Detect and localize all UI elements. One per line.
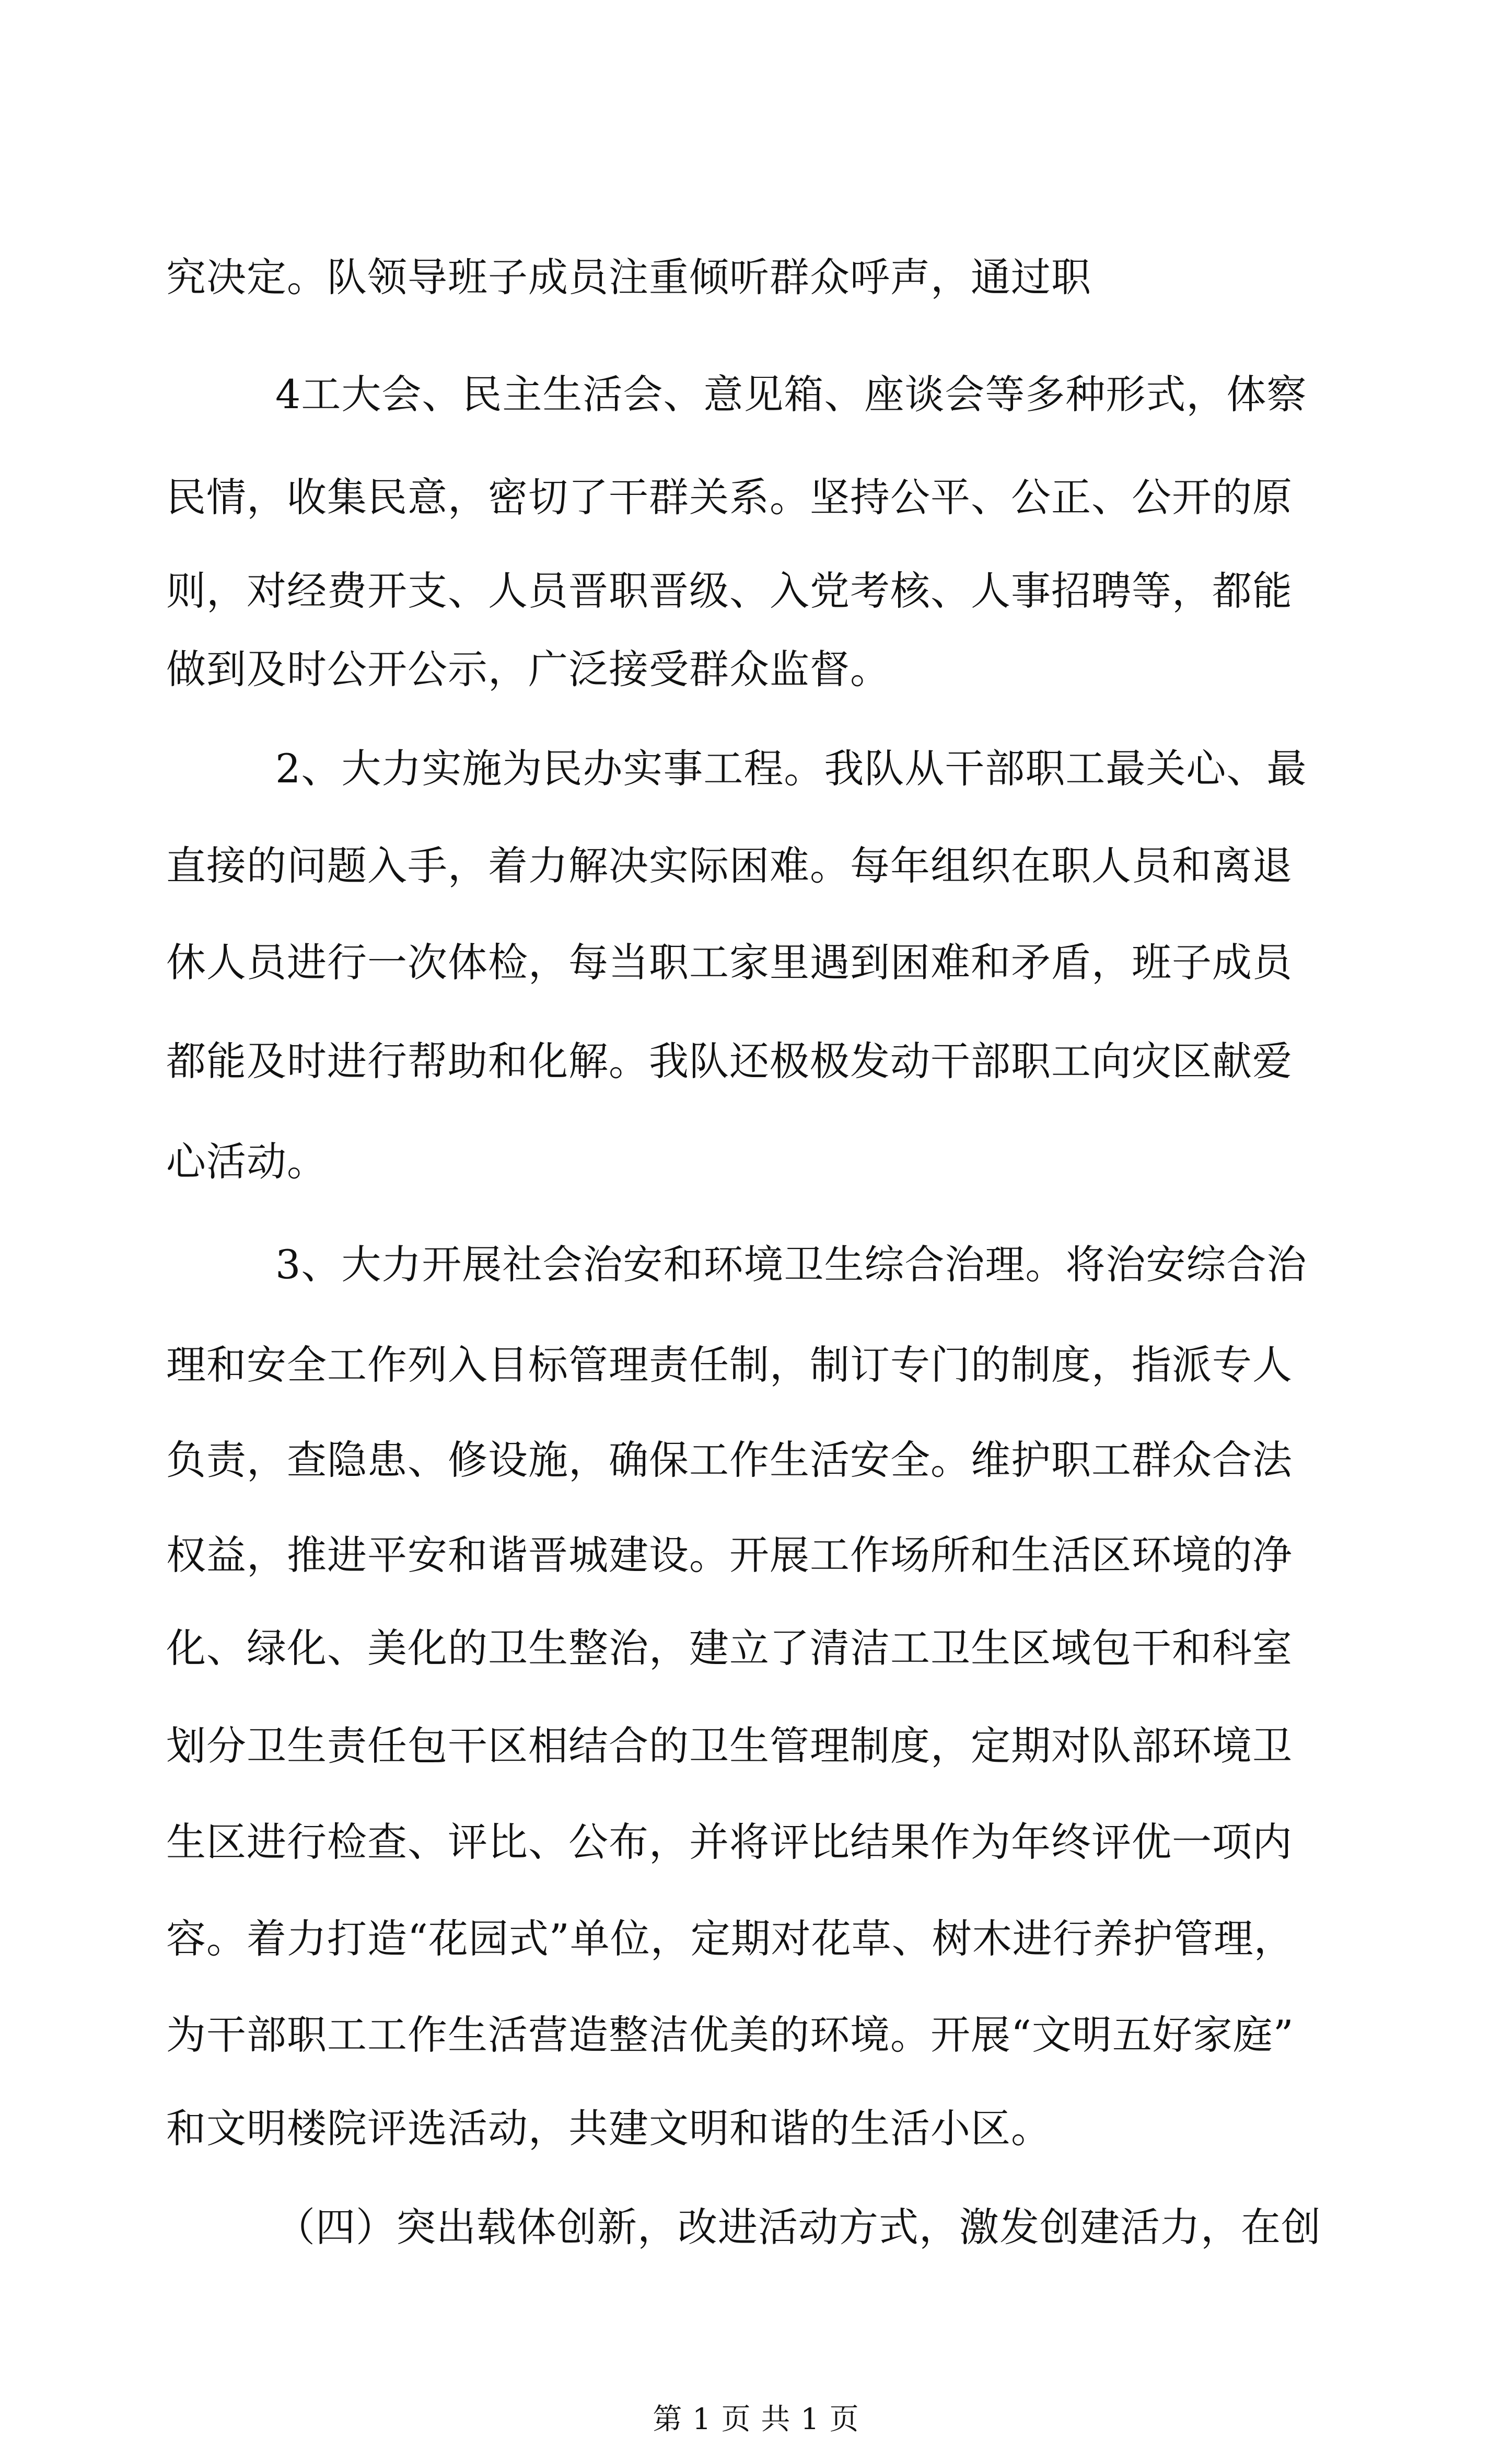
page-footer: 第 1 页 共 1 页 <box>653 2402 859 2436</box>
text-line-16: 划分卫生责任包干区相结合的卫生管理制度，定期对队部环境卫 <box>166 1723 1293 1769</box>
text-line-5: 做到及时公开公示，广泛接受群众监督。 <box>166 646 890 692</box>
text-line-6: 2、大力实施为民办实事工程。我队从干部职工最关心、最 <box>275 745 1307 792</box>
text-line-21: （四）突出载体创新，改进活动方式，激发创建活力，在创 <box>275 2204 1321 2250</box>
text-line-9: 都能及时进行帮助和化解。我队还极极发动干部职工向灾区献爱 <box>166 1038 1293 1084</box>
text-line-13: 负责，查隐患、修设施，确保工作生活安全。维护职工群众合法 <box>166 1437 1293 1483</box>
text-line-18: 容。着力打造“花园式”单位，定期对花草、树木进行养护管理， <box>166 1915 1294 1962</box>
text-line-20: 和文明楼院评选活动，共建文明和谐的生活小区。 <box>166 2105 1051 2152</box>
text-line-4: 则，对经费开支、人员晋职晋级、入党考核、人事招聘等，都能 <box>166 568 1293 614</box>
text-line-11: 3、大力开展社会治安和环境卫生综合治理。将治安综合治 <box>275 1241 1307 1288</box>
text-line-12: 理和安全工作列入目标管理责任制，制订专门的制度，指派专人 <box>166 1342 1293 1388</box>
text-line-19: 为干部职工工作生活营造整洁优美的环境。开展“文明五好家庭” <box>166 2012 1294 2058</box>
text-line-15: 化、绿化、美化的卫生整治，建立了清洁工卫生区域包干和科室 <box>166 1625 1293 1671</box>
text-line-7: 直接的问题入手，着力解决实际困难。每年组织在职人员和离退 <box>166 842 1293 889</box>
text-line-8: 休人员进行一次体检，每当职工家里遇到困难和矛盾，班子成员 <box>166 939 1293 986</box>
text-line-3: 民情，收集民意，密切了干群关系。坚持公平、公正、公开的原 <box>166 474 1293 521</box>
text-line-17: 生区进行检查、评比、公布，并将评比结果作为年终评优一项内 <box>166 1819 1293 1865</box>
text-line-2: 4工大会、民主生活会、意见箱、座谈会等多种形式，体察 <box>275 371 1307 418</box>
text-line-1: 究决定。队领导班子成员注重倾听群众呼声，通过职 <box>166 254 1091 301</box>
text-line-14: 权益，推进平安和谐晋城建设。开展工作场所和生活区环境的净 <box>166 1532 1293 1578</box>
text-line-10: 心活动。 <box>166 1138 327 1185</box>
